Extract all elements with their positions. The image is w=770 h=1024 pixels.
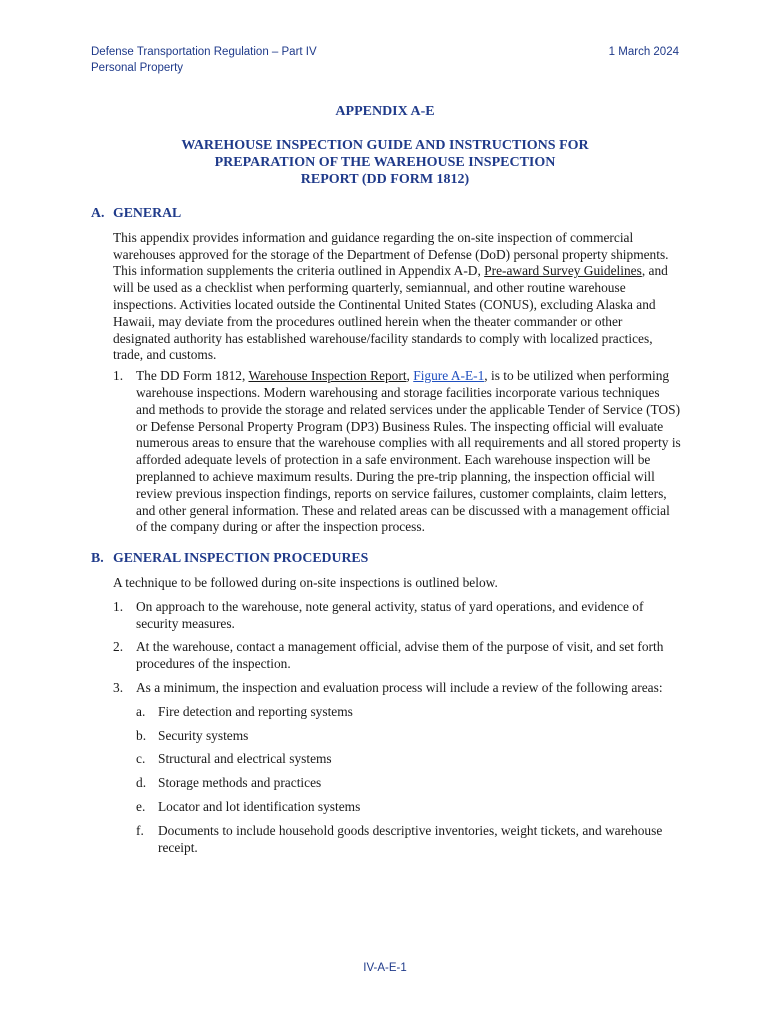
subitem-e <box>91 799 681 816</box>
form-title: Warehouse Inspection Report <box>248 368 407 384</box>
subitem-b <box>91 728 681 745</box>
page-number: IV-A-E-1 <box>363 962 407 974</box>
item-text: On approach to the warehouse, note general activity, status of yard operations, and evidence of security measures. <box>136 598 644 631</box>
running-header <box>91 44 317 76</box>
subitem-letter: c. <box>136 751 146 767</box>
subitem-letter: b. <box>136 727 147 743</box>
item-text: The DD Form 1812, <box>136 368 249 384</box>
title-line-2: PREPARATION OF THE WAREHOUSE INSPECTION <box>214 155 556 170</box>
intro-text: This appendix provides information and guidance regarding the on-site inspection of commercial warehouses approved for the storage of the Department of Defense (DoD) personal property shipments. This information supplements the criteria outlined in Appendix A-D, <box>113 229 669 279</box>
subitem-letter: a. <box>136 703 146 719</box>
section-a-intro <box>113 230 681 364</box>
section-letter: A. <box>91 205 105 220</box>
section-a-item-1 <box>91 368 681 536</box>
section-letter: B. <box>91 550 104 566</box>
header-date: 1 March 2024 <box>608 46 679 58</box>
section-heading-text: GENERAL <box>113 205 182 220</box>
section-b-item-3 <box>91 680 681 697</box>
item-number: 1. <box>113 598 124 614</box>
subitem-letter: d. <box>136 775 147 791</box>
item-text: As a minimum, the inspection and evaluation process will include a review of the following areas: <box>136 679 663 695</box>
header-regulation-title: Defense Transportation Regulation – Part IV <box>91 46 317 58</box>
section-a-heading <box>91 205 681 222</box>
subitem-text: Security systems <box>158 727 249 743</box>
document-title-block <box>0 103 770 188</box>
figure-a-e-1-link[interactable]: Figure A-E-1 <box>413 368 485 384</box>
subitem-text: Structural and electrical systems <box>158 751 332 767</box>
subitem-a <box>91 704 681 721</box>
section-b-item-2 <box>91 639 681 673</box>
document-body <box>91 205 681 863</box>
subitem-f <box>91 823 681 857</box>
section-b-heading <box>91 550 681 567</box>
subitem-c <box>91 751 681 768</box>
item-number: 2. <box>113 639 124 655</box>
section-b-intro: A technique to be followed during on-site inspections is outlined below. <box>113 574 498 590</box>
subitem-text: Documents to include household goods descriptive inventories, weight tickets, and warehouse receipt. <box>158 822 663 855</box>
item-separator: , <box>406 368 414 384</box>
subitem-letter: e. <box>136 798 146 814</box>
section-heading-text: GENERAL INSPECTION PROCEDURES <box>113 550 369 566</box>
pre-award-survey-link[interactable]: Pre-award Survey Guidelines <box>484 263 642 279</box>
item-text: At the warehouse, contact a management official, advise them of the purpose of visit, and set forth procedures of the inspection. <box>136 639 664 672</box>
appendix-title: APPENDIX A-E <box>335 104 435 119</box>
header-section-title: Personal Property <box>91 62 184 74</box>
section-b-item-1 <box>91 599 681 633</box>
subitem-text: Locator and lot identification systems <box>158 798 361 814</box>
title-line-1: WAREHOUSE INSPECTION GUIDE AND INSTRUCTIONS FOR <box>181 138 589 153</box>
item-number: 3. <box>113 679 124 695</box>
subitem-d <box>91 775 681 792</box>
intro-text-continued: , and will be used as a checklist when performing quarterly, semiannual, and other routine warehouse inspections. Activities located outside the Continental United States (CONUS), excluding Alaska and Hawaii, may deviate from the procedures outlined herein when the theater commander or other designated authority has established warehouse/facility standards to comply with localized practices, trade, and customs. <box>113 263 668 363</box>
subitem-text: Fire detection and reporting systems <box>158 703 353 719</box>
subitem-letter: f. <box>136 822 144 838</box>
subitem-text: Storage methods and practices <box>158 775 322 791</box>
title-line-3: REPORT (DD FORM 1812) <box>300 172 470 187</box>
item-text-continued: , is to be utilized when performing warehouse inspections. Modern warehousing and storage facilities incorporate various techniques and methods to provide the storage and related services under the applicable Tender of Service (TOS) or Defense Personal Property Program (DP3) Business Rules. The inspecting official will evaluate numerous areas to ensure that the warehouse complies with all requirements and all stored property is afforded adequate levels of protection in a safe environment. Each warehouse inspection will be preplanned to achieve maximum results. During the pre-trip planning, the inspection official will review previous inspection findings, reports on service failures, customer complaints, claim letters, and other general information. These and related areas can be discussed with a management official of the company during or after the inspection process. <box>136 368 681 535</box>
item-number: 1. <box>113 368 124 384</box>
